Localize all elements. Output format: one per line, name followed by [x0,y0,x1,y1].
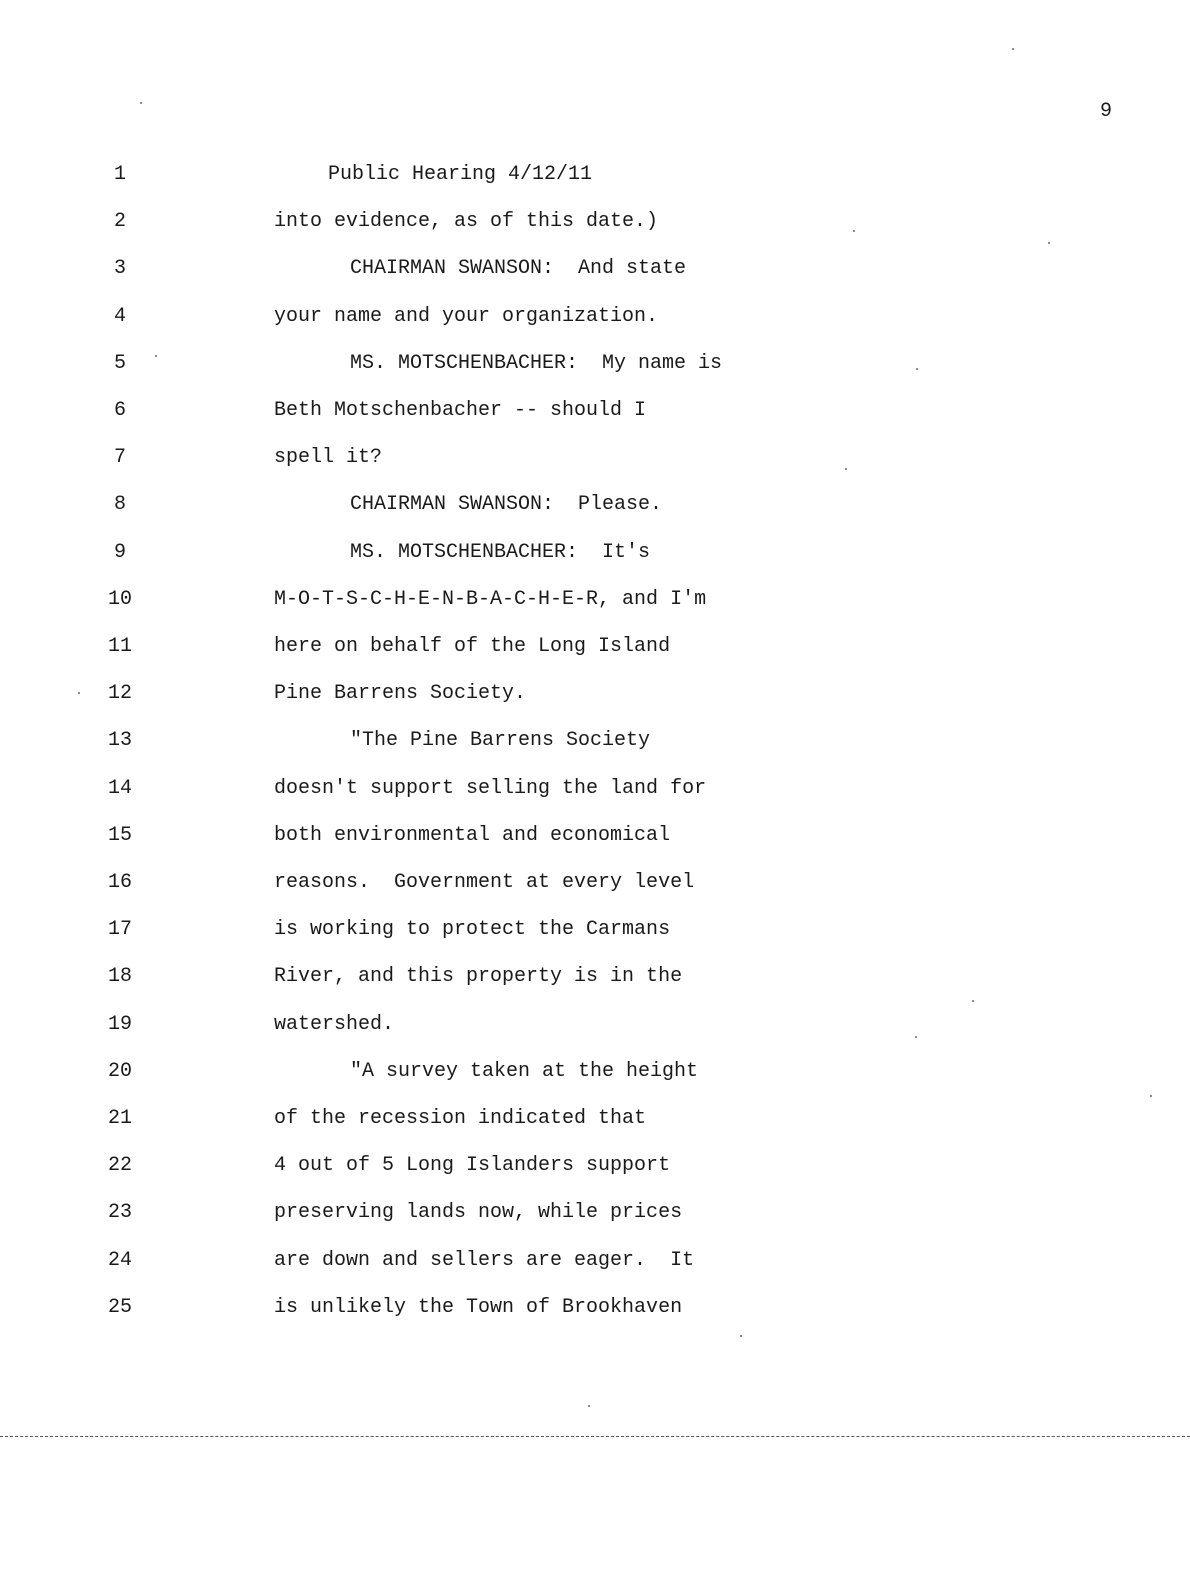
line-number: 25 [107,1295,132,1319]
transcript-line [0,585,1190,615]
line-number: 9 [113,540,126,564]
line-number: 20 [107,1059,132,1083]
transcript-line [0,726,1190,756]
line-text: CHAIRMAN SWANSON: And state [350,257,687,281]
transcript-line [0,962,1190,992]
line-text: MS. MOTSCHENBACHER: It's [350,540,651,564]
page-number: 9 [1100,100,1113,123]
line-text: your name and your organization. [274,304,659,328]
scan-speck [972,1000,974,1002]
line-text: doesn't support selling the land for [274,776,707,800]
transcript-line [0,915,1190,945]
line-text: "A survey taken at the height [350,1059,699,1083]
line-text: Pine Barrens Society. [274,682,527,706]
line-number: 23 [107,1201,132,1225]
scan-speck [740,1335,742,1337]
transcript-line [0,1246,1190,1276]
line-text: is working to protect the Carmans [274,918,671,942]
transcript-line [0,1198,1190,1228]
line-number: 24 [107,1248,132,1272]
line-text: is unlikely the Town of Brookhaven [274,1295,683,1319]
line-text: of the recession indicated that [274,1107,647,1130]
line-number: 16 [107,871,132,894]
line-number: 19 [107,1012,132,1036]
transcript-line [0,207,1190,237]
line-text: M-O-T-S-C-H-E-N-B-A-C-H-E-R, and I'm [274,587,707,611]
transcript-line [0,774,1190,804]
transcript-line [0,1293,1190,1323]
line-number: 18 [107,965,132,989]
line-number: 13 [107,729,132,753]
line-number: 15 [107,823,132,847]
line-number: 22 [107,1154,132,1178]
line-text: spell it? [274,446,383,470]
line-text: both environmental and economical [274,823,671,847]
line-text: "The Pine Barrens Society [350,729,651,753]
scan-speck [140,102,142,104]
scan-speck [915,1036,917,1038]
transcript-line [0,443,1190,473]
line-text: Public Hearing 4/12/11 [328,163,593,186]
line-text: River, and this property is in the [274,965,683,989]
scan-speck [853,230,855,232]
transcript-line [0,821,1190,851]
line-number: 14 [107,776,132,800]
line-number: 5 [113,351,126,375]
line-number: 17 [107,918,132,942]
line-number: 11 [107,635,132,658]
scan-speck [1048,242,1050,244]
scan-speck [1150,1095,1152,1097]
transcript-line [0,302,1190,332]
transcript-line [0,160,1190,190]
scan-speck [845,468,847,470]
line-number: 3 [113,257,126,281]
scan-speck [1012,48,1014,50]
scan-speck [78,692,80,694]
transcript-line [0,349,1190,379]
transcript-line [0,679,1190,709]
line-text: into evidence, as of this date.) [274,210,659,234]
scan-speck [155,355,157,357]
line-text: MS. MOTSCHENBACHER: My name is [350,351,723,375]
line-text: preserving lands now, while prices [274,1201,683,1225]
line-text: are down and sellers are eager. It [274,1248,695,1272]
transcript-line [0,254,1190,284]
line-number: 4 [113,304,126,328]
transcript-line [0,490,1190,520]
line-text: 4 out of 5 Long Islanders support [274,1154,671,1178]
scan-speck [916,368,918,370]
line-text: reasons. Government at every level [274,871,695,894]
page-bottom-rule [0,1436,1190,1437]
transcript-line [0,632,1190,662]
line-text: Beth Motschenbacher -- should I [274,399,647,422]
line-text: watershed. [274,1012,395,1036]
line-number: 6 [113,399,126,422]
transcript-line [0,538,1190,568]
transcript-line [0,1057,1190,1087]
line-number: 1 [113,163,126,186]
transcript-line [0,868,1190,898]
line-number: 8 [113,493,126,517]
line-number: 7 [113,446,126,470]
line-text: CHAIRMAN SWANSON: Please. [350,493,663,517]
transcript-line [0,1010,1190,1040]
line-number: 12 [107,682,132,706]
line-text: here on behalf of the Long Island [274,635,671,658]
line-number: 10 [107,587,132,611]
transcript-line [0,396,1190,426]
transcript-line [0,1151,1190,1181]
scan-speck [588,1405,590,1407]
line-number: 21 [107,1107,132,1130]
line-number: 2 [113,210,126,234]
transcript-line [0,1104,1190,1134]
